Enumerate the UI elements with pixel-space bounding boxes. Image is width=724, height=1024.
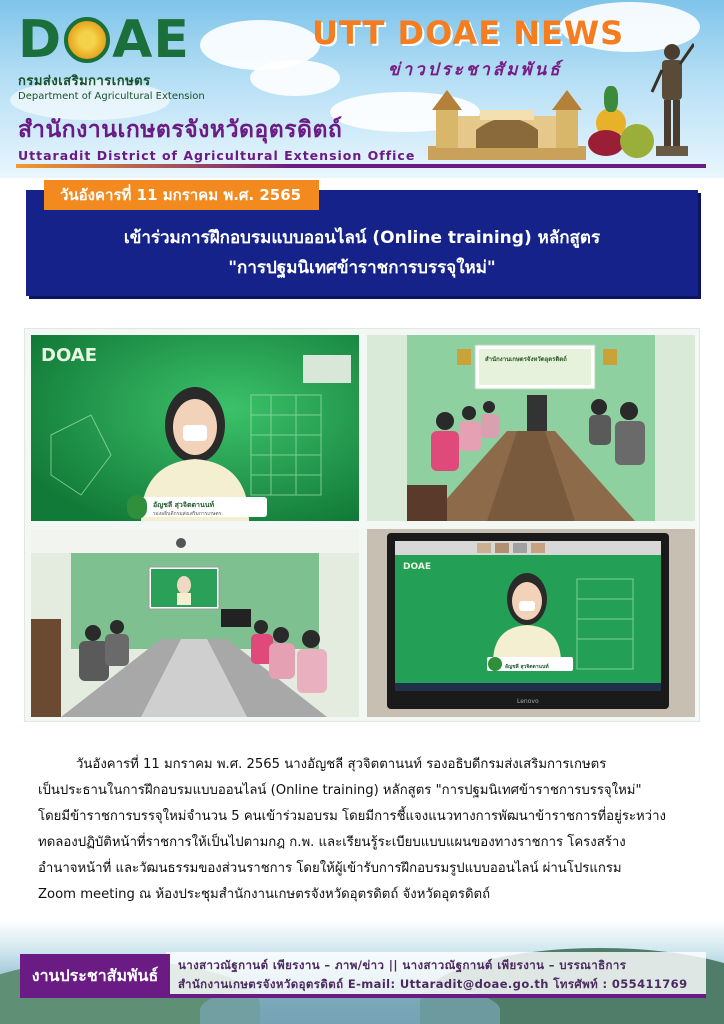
photo-speaker-online — [31, 335, 359, 521]
svg-text:DOAE: DOAE — [41, 345, 97, 366]
speaker-role-caption: รองอธิบดีกรมส่งเสริมการเกษตร — [153, 511, 222, 517]
news-subtitle: ข่าวประชาสัมพันธ์ — [388, 60, 563, 80]
headline-line-2: "การปฐมนิเทศข้าราชการบรรจุใหม่" — [228, 258, 496, 278]
footer-pr-tag: งานประชาสัมพันธ์ — [20, 954, 170, 998]
office-name-english: Uttaradit District of Agricultural Extension Office — [18, 148, 416, 163]
fruit-decoration — [588, 130, 624, 156]
headline-line-1: เข้าร่วมการฝึกอบรมแบบออนไลน์ (Online training) หลักสูตร — [123, 228, 601, 248]
pineapple-leaves — [604, 86, 618, 112]
city-gate-illustration — [428, 88, 586, 160]
article-line: เป็นประธานในการฝึกอบรมแบบออนไลน์ (Online training) หลักสูตร "การปฐมนิเทศข้าราชการบรรจุใหม่" — [38, 783, 642, 798]
monitor-brand: Lenovo — [517, 698, 539, 705]
news-title: UTT DOAE NEWS — [312, 14, 625, 52]
svg-text:DOAE: DOAE — [403, 562, 431, 572]
logo-letters-ae: AE — [112, 10, 190, 70]
date-tag: วันอังคารที่ 11 มกราคม พ.ศ. 2565 — [44, 180, 319, 210]
statue-silhouette — [650, 40, 694, 160]
article-line: ทดลองปฏิบัติหน้าที่ราชการให้เป็นไปตามกฎ ก.พ. และเรียนรู้ระเบียบแบบแผนของทางราชการ โครงสร้าง — [38, 835, 626, 850]
banner-office-name: สำนักงานเกษตรจังหวัดอุตรดิตถ์ — [485, 356, 567, 363]
footer-credits — [166, 952, 706, 998]
photo-room-projector — [31, 529, 359, 717]
doae-seal-icon — [64, 17, 110, 63]
speaker-name-caption: อัญชลี สุวจิตตานนท์ — [153, 501, 215, 509]
doae-logo — [18, 12, 208, 102]
photo-meeting-room — [367, 335, 695, 521]
article-line: Zoom meeting ณ ห้องประชุมสำนักงานเกษตรจังหวัดอุตรดิตถ์ จังหวัดอุตรดิตถ์ — [38, 887, 491, 902]
footer-contact-line: สำนักงานเกษตรจังหวัดอุตรดิตถ์ E-mail: Uttaradit@doae.go.th โทรศัพท์ : 055411769 — [178, 977, 688, 991]
article-body — [38, 752, 686, 908]
office-name-thai: สำนักงานเกษตรจังหวัดอุตรดิตถ์ — [18, 117, 343, 143]
durian-decoration — [620, 124, 654, 158]
photo-monitor-screen — [367, 529, 695, 717]
logo-letter-d: D — [18, 10, 63, 70]
monitor-name-caption: อัญชลี สุวจิตตานนท์ — [505, 664, 549, 670]
article-line: วันอังคารที่ 11 มกราคม พ.ศ. 2565 นางอัญชลี สุวจิตตานนท์ รองอธิบดีกรมส่งเสริมการเกษตร — [76, 757, 607, 772]
logo-thai-name: กรมส่งเสริมการเกษตร — [18, 74, 151, 89]
article-line: อำนาจหน้าที่ และวัฒนธรรมของส่วนราชการ โดยให้ผู้เข้ารับการฝึกอบรมรูปแบบออนไลน์ ผ่านโปรแกรม — [38, 861, 622, 876]
article-line: โดยมีข้าราชการบรรจุใหม่จำนวน 5 คนเข้าร่วมอบรม โดยมีการชี้แจงแนวทางการพัฒนาข้าราชการที่อยู่ระหว่าง — [38, 809, 666, 824]
logo-wordmark — [18, 12, 208, 68]
footer-credit-line: นางสาวณัฐกานต์ เพียรงาน – ภาพ/ข่าว || นางสาวณัฐกานต์ เพียรงาน – บรรณาธิการ — [178, 958, 627, 972]
logo-english-name: Department of Agricultural Extension — [18, 91, 205, 102]
photo-grid — [24, 328, 700, 722]
header-banner — [0, 0, 724, 178]
header-divider — [16, 164, 706, 168]
cloud-decoration — [250, 60, 340, 96]
